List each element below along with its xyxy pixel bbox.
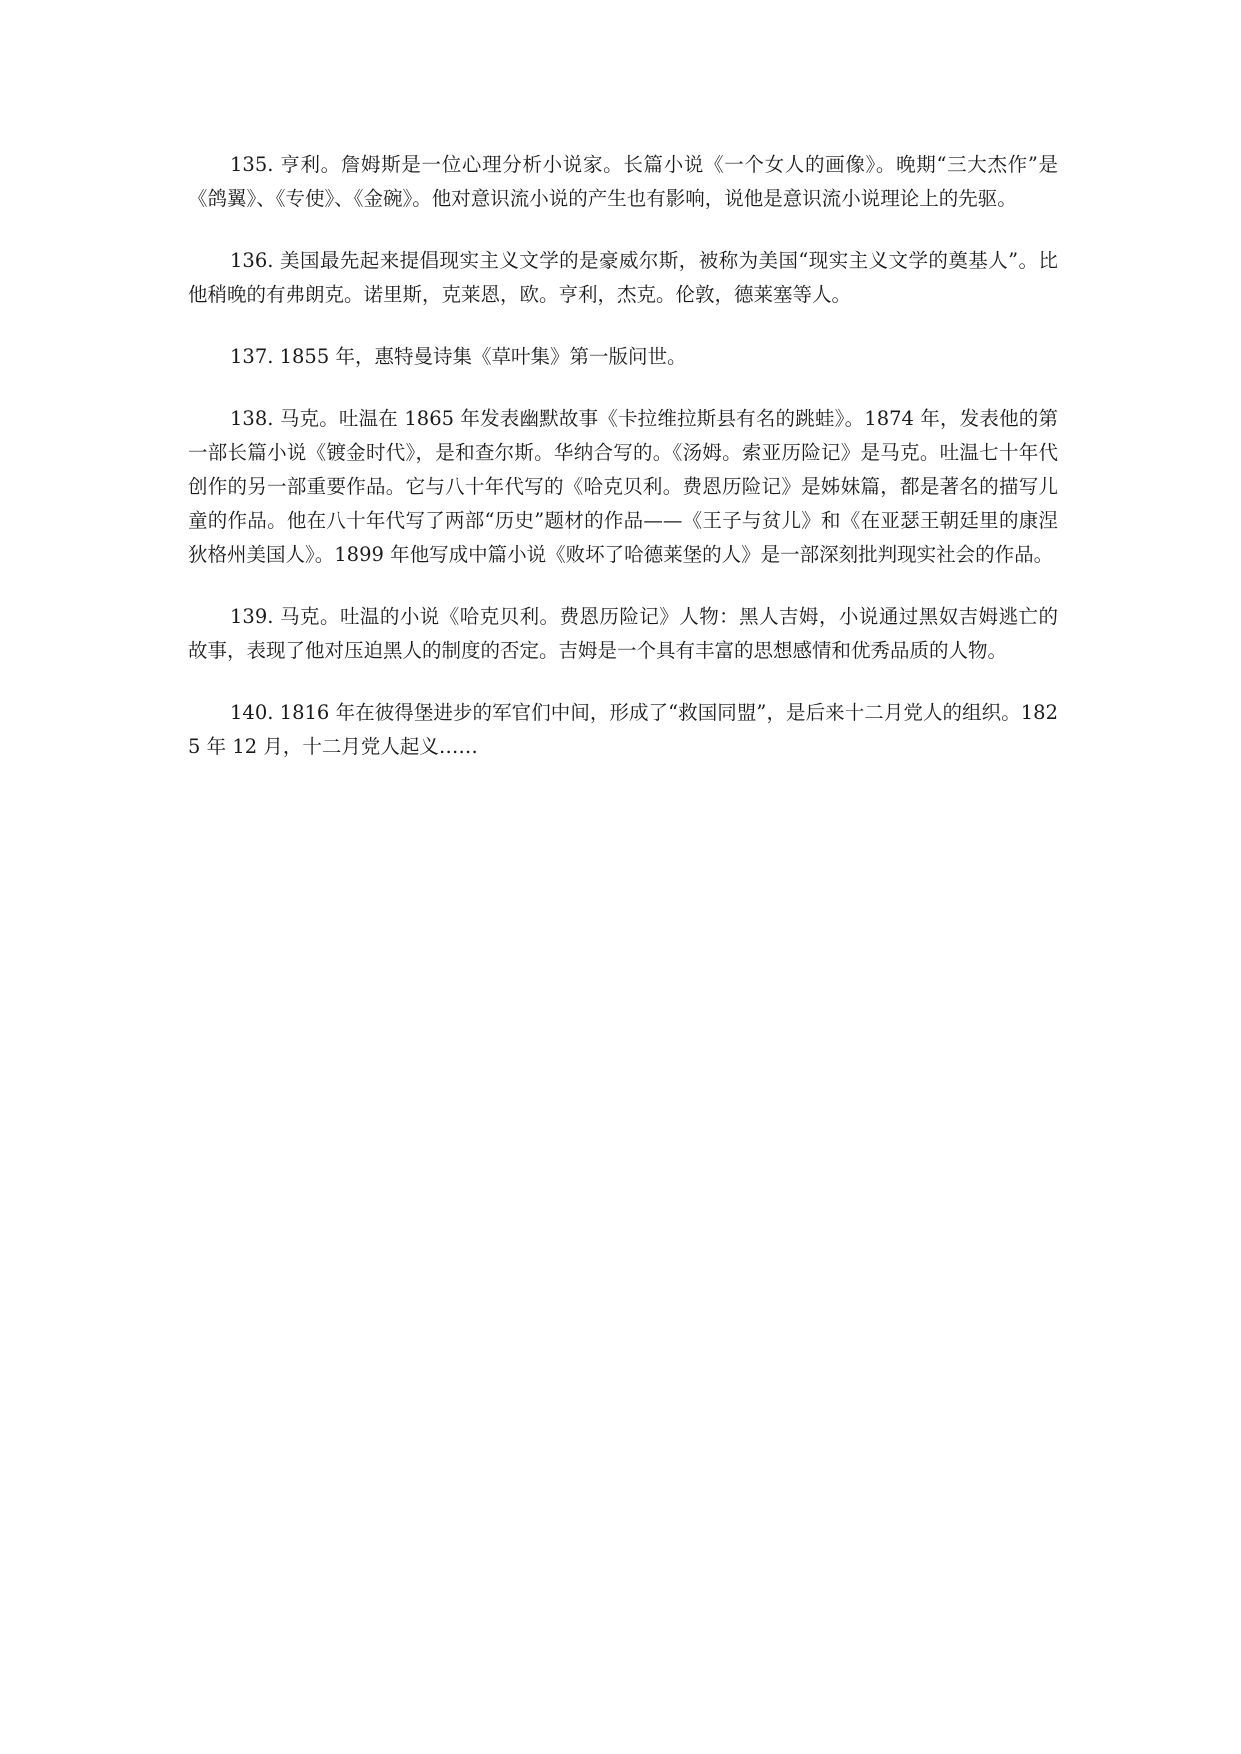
- paragraph-138: 138. 马克。吐温在 1865 年发表幽默故事《卡拉维拉斯县有名的跳蛙》。1874 年，发表他的第一部长篇小说《镀金时代》，是和查尔斯。华纳合写的。《汤姆。索亚历险记》是马克。吐温七十年代创作的另一部重要作品。它与八十年代写的《哈克贝利。费恩历险记》是姊妹篇，都是著名的描写儿童的作品。他在八十年代写了两部“历史”题材的作品——《王子与贫儿》和《在亚瑟王朝廷里的康涅狄格州美国人》。1899 年他写成中篇小说《败坏了哈德莱堡的人》是一部深刻批判现实社会的作品。: [188, 407, 1058, 566]
- paragraph-135: 135. 亨利。詹姆斯是一位心理分析小说家。长篇小说《一个女人的画像》。晚期“三大杰作”是《鸽翼》、《专使》、《金碗》。他对意识流小说的产生也有影响，说他是意识流小说理论上的先驱。: [188, 153, 1058, 210]
- paragraph-136: 136. 美国最先起来提倡现实主义文学的是豪威尔斯，被称为美国“现实主义文学的奠基人”。比他稍晚的有弗朗克。诺里斯，克莱恩，欧。亨利，杰克。伦敦，德莱塞等人。: [188, 249, 1058, 306]
- paragraph-140: 140. 1816 年在彼得堡进步的军官们中间，形成了“救国同盟”，是后来十二月党人的组织。1825 年 12 月，十二月党人起义……: [188, 701, 1058, 758]
- paragraph-137: 137. 1855 年，惠特曼诗集《草叶集》第一版问世。: [230, 345, 687, 368]
- document-body: [188, 148, 1058, 792]
- paragraph-139: 139. 马克。吐温的小说《哈克贝利。费恩历险记》人物：黑人吉姆，小说通过黑奴吉姆逃亡的故事，表现了他对压迫黑人的制度的否定。吉姆是一个具有丰富的思想感情和优秀品质的人物。: [188, 605, 1058, 662]
